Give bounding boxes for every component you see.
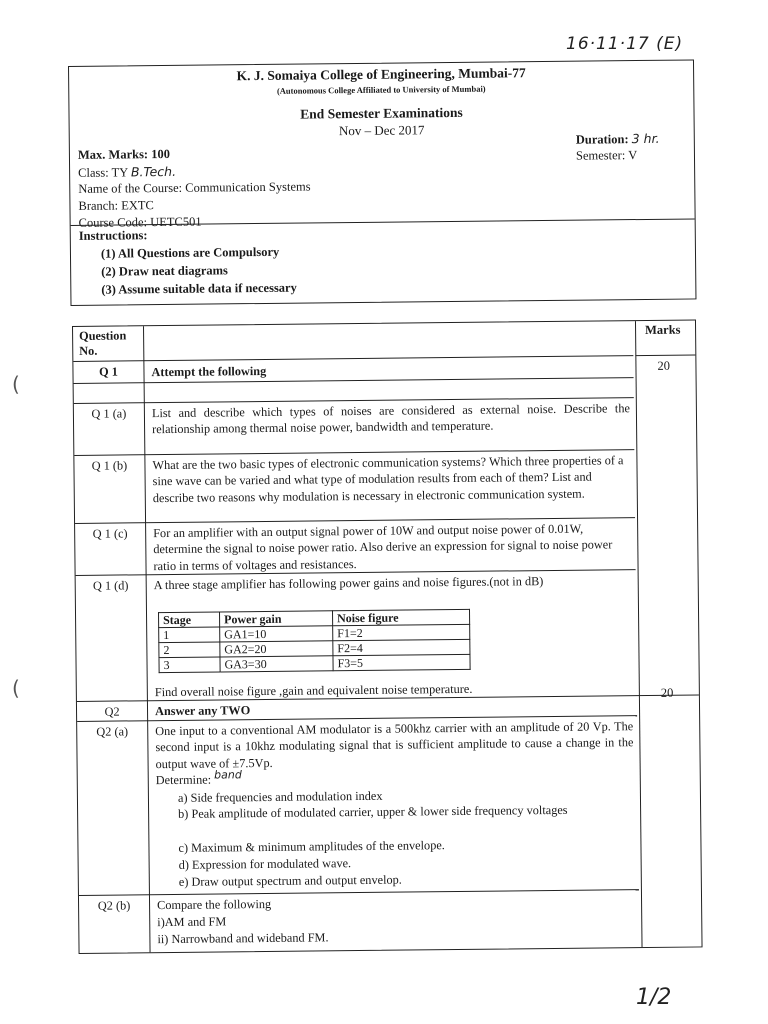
column-divider	[635, 321, 643, 947]
question-number: Q 1 (c)	[92, 526, 128, 541]
affiliation: (Autonomous College Affiliated to University of Mumbai)	[276, 83, 486, 96]
handwritten-date: 16·11·17 (E)	[566, 34, 684, 54]
question-text: For an amplifier with an output signal power of 10W and output noise power of 0.01W, determine the signal to noise power ratio. Also derive an expression for signal to noise power ratio in terms of voltages and resistances.	[153, 521, 613, 573]
instruction-item: (3) Assume suitable data if necessary	[101, 280, 297, 297]
band-handwritten: band	[214, 768, 242, 782]
question-text: What are the two basic types of electronic communication systems? Which three properties of a sine wave can be varied and what type of modulation results from each of them? List and describe two reasons why modulation is necessary in electronic communication system.	[152, 453, 624, 505]
class-label: Class: TY	[78, 165, 128, 180]
instruction-item: (2) Draw neat diagrams	[101, 263, 228, 279]
section-title: Answer any TWO	[154, 703, 251, 719]
list-item: d) Expression for modulated wave.	[178, 856, 352, 872]
max-marks: Max. Marks: 100	[77, 146, 170, 162]
table-cell: 3	[159, 657, 220, 673]
question-text: A three stage amplifier has following power gains and noise figures.(not in dB)	[153, 574, 544, 593]
section-marks: 20	[657, 358, 671, 373]
table-cell: 2	[159, 642, 220, 658]
duration-label: Duration:	[575, 132, 629, 147]
question-number: Q 1 (d)	[92, 578, 129, 593]
page-number: 1/2	[636, 985, 672, 1010]
list-item: b) Peak amplitude of modulated carrier, upper & lower side frequency voltages	[178, 802, 568, 821]
question-number: Q2	[104, 704, 120, 719]
duration-handwritten: 3 hr.	[631, 130, 660, 147]
question-table	[72, 319, 703, 954]
question-text-line: ii) Narrowband and wideband FM.	[157, 930, 329, 947]
noise-figure-table	[158, 609, 471, 673]
course-code: Course Code: UETC501	[78, 214, 202, 230]
row-divider	[635, 354, 695, 356]
branch: Branch: EXTC	[78, 198, 154, 213]
semester: Semester: V	[575, 148, 638, 163]
table-header-cell: Noise figure	[332, 609, 469, 625]
row-divider	[73, 355, 633, 362]
question-footer: Find overall noise figure ,gain and equivalent noise temperature.	[154, 681, 473, 700]
duration	[576, 131, 660, 148]
determine-text: Determine:	[155, 772, 212, 788]
college-name: K. J. Somaiya College of Engineering, Mumbai-77	[236, 65, 526, 84]
margin-mark: (	[12, 372, 20, 396]
instruction-item: (1) All Questions are Compulsory	[100, 244, 280, 261]
exam-title: End Semester Examinations	[300, 104, 463, 122]
table-cell: F2=4	[333, 639, 470, 655]
list-item: e) Draw output spectrum and output envelop.	[178, 872, 402, 889]
table-cell: GA1=10	[220, 626, 333, 642]
determine-label	[155, 768, 242, 789]
question-text-line: i)AM and FM	[157, 914, 227, 930]
question-text: List and describe which types of noises are considered as external noise. Describe the relationship among thermal noise power, bandwidth and temperature.	[151, 401, 630, 437]
list-item: c) Maximum & minimum amplitudes of the envelope.	[178, 838, 445, 855]
question-number: Q 1	[99, 364, 118, 379]
table-cell: F3=5	[333, 654, 470, 670]
section-title: Attempt the following	[151, 363, 267, 380]
table-cell: F1=2	[333, 624, 470, 640]
instructions-title: Instructions:	[78, 228, 148, 243]
class-info	[78, 164, 176, 181]
exam-header-box	[68, 59, 696, 306]
question-number: Q2 (b)	[97, 898, 131, 913]
course-name: Name of the Course: Communication Systems	[78, 179, 311, 196]
table-cell: GA2=20	[220, 641, 333, 657]
column-divider	[143, 326, 151, 952]
table-cell: 1	[159, 627, 220, 643]
question-number: Q 1 (a)	[91, 406, 127, 421]
row-divider	[79, 889, 639, 896]
class-handwritten: B.Tech.	[130, 163, 177, 180]
table-header-cell: Stage	[159, 612, 220, 628]
section-marks: 20	[660, 685, 674, 700]
margin-mark: (	[12, 676, 20, 700]
question-text: One input to a conventional AM modulator is a 500khz carrier with an amplitude of 20 Vp. The second input is a 10khz modulating signal that is sufficient amplitude to cause a change in the output wave of ±7.5Vp.	[155, 719, 634, 771]
question-number: Q 1 (b)	[91, 458, 128, 473]
column-header-marks: Marks	[645, 322, 681, 337]
table-row	[159, 654, 470, 672]
table-cell: GA3=30	[220, 656, 333, 672]
table-header-cell: Power gain	[220, 611, 333, 627]
exam-session: Nov – Dec 2017	[338, 122, 425, 139]
list-item: a) Side frequencies and modulation index	[177, 788, 383, 805]
question-number: Q2 (a)	[96, 724, 129, 739]
question-text-line: Compare the following	[156, 896, 272, 913]
column-header-question: Question No.	[79, 328, 127, 358]
